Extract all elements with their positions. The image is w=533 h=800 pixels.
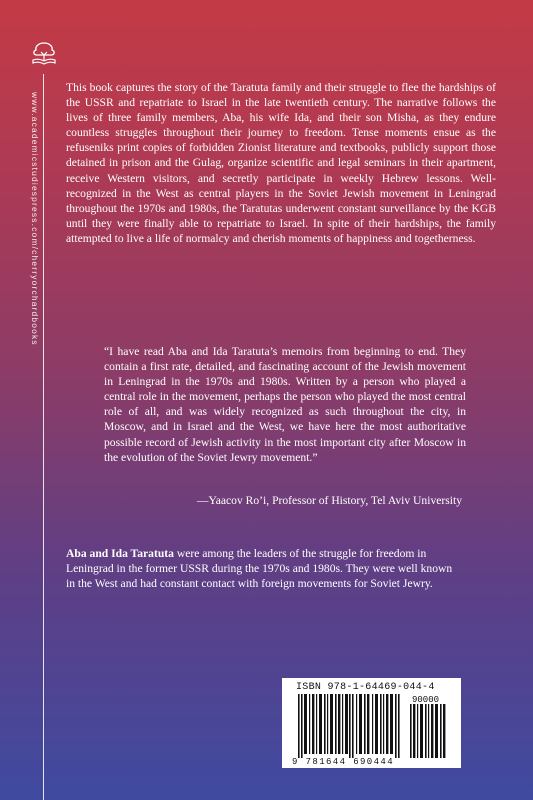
tree-book-icon xyxy=(30,40,58,66)
barcode-addon: 90000 xyxy=(412,695,440,705)
endorsement-attribution: —Yaacov Ro’i, Professor of History, Tel Aviv University xyxy=(196,494,462,507)
publisher-url[interactable]: www.academicstudiespress.com/cherryorchardbooks xyxy=(30,92,40,346)
book-description: This book captures the story of the Taratuta family and their struggle to flee the hardships of the USSR and repatriate to Israel in the late twentieth century. The narrative follows the lives of three family members, Aba, his wife Ida, and their son Misha, as they endure countless struggles throughout their journey to freedom. Tense moments ensue as the refuseniks print copies of forbidden Zionist literature and textbooks, publicly support those detained in prison and the Gulag, organize scientific and legal seminars in their apartment, receive Western visitors, and secretly participate in weekly Hebrew lessons. Well-recognized in the West as central players in the Soviet Jewish movement in Leningrad throughout the 1970s and 1980s, the Taratutas underwent constant surveillance by the KGB until they were finally able to repatriate to Israel. In spite of their hardships, the family attempted to live a life of normalcy and cherish moments of happiness and togetherness. xyxy=(66,81,496,245)
endorsement-quote: “I have read Aba and Ida Taratuta’s memoirs from beginning to end. They contain a first rate, detailed, and fascinating account of the Jewish movement in Leningrad in the 1970s and 1980s. Written by a person who played a central role in the movement, perhaps the person who played the most central role of all, and was widely recognized as such throughout the city, in Moscow, and in Israel and the West, we have here the most authoritative possible record of Jewish activity in the most important city after Moscow in the evolution of the Soviet Jewry movement.” xyxy=(104,345,466,464)
side-rule xyxy=(43,74,44,800)
author-names: Aba and Ida Taratuta xyxy=(66,547,174,560)
author-bio-text: were among the leaders of the struggle for freedom in Leningrad in the former USSR during the 1970s and 1980s. They were well known in the West and had constant contact with foreign movements for Soviet Jewry. xyxy=(66,547,453,591)
barcode-bars xyxy=(294,694,450,758)
author-bio xyxy=(66,546,456,591)
ean-digits: 9 781644 690444 xyxy=(292,757,395,767)
isbn-label: ISBN 978-1-64469-044-4 xyxy=(296,682,435,693)
isbn-barcode xyxy=(282,678,461,768)
